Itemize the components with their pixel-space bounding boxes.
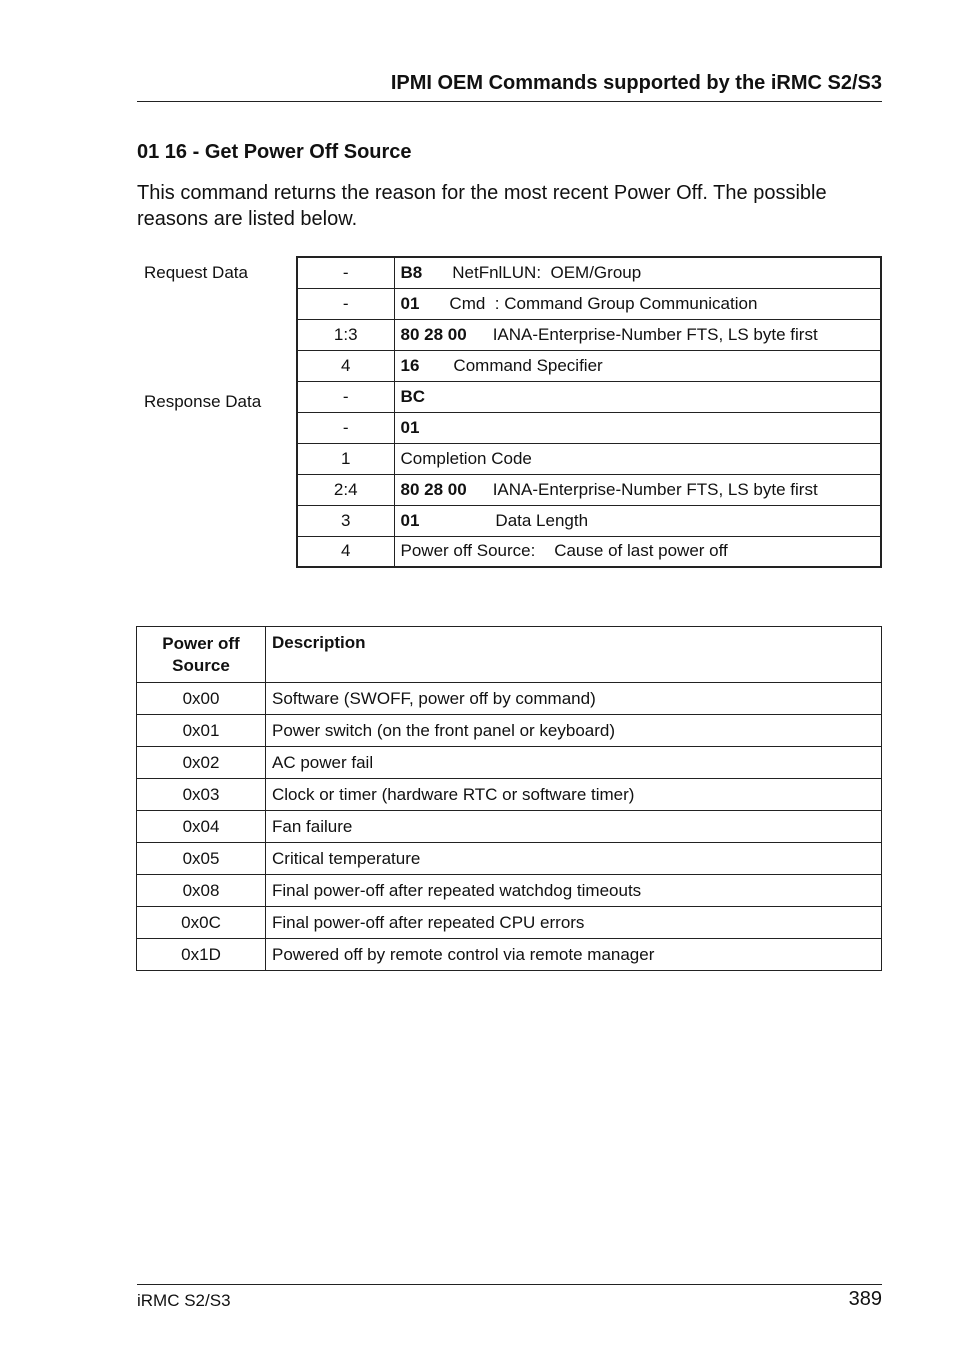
command-row-content (394, 536, 881, 567)
command-description: Completion Code (400, 448, 532, 468)
description-column-header: Description (266, 627, 882, 683)
command-description: IANA-Enterprise-Number FTS, LS byte first (492, 324, 818, 344)
command-row-content (394, 257, 881, 288)
command-description: Command Specifier (453, 355, 603, 375)
reason-row (137, 811, 882, 843)
reason-source-code: 0x04 (137, 811, 266, 843)
command-row-index: 1 (297, 443, 394, 474)
reason-description: Power switch (on the front panel or keyboard) (266, 715, 882, 747)
reason-description: Fan failure (266, 811, 882, 843)
command-row (297, 412, 881, 443)
command-row-content (394, 288, 881, 319)
reason-row (137, 843, 882, 875)
command-row-index: 1:3 (297, 319, 394, 350)
reason-header-row (137, 627, 882, 683)
reason-description: Critical temperature (266, 843, 882, 875)
command-code: 80 28 00 (400, 324, 467, 344)
command-code: B8 (400, 262, 423, 282)
reason-row (137, 907, 882, 939)
reason-description: Powered off by remote control via remote manager (266, 939, 882, 971)
reason-source-code: 0x02 (137, 747, 266, 779)
command-code: 80 28 00 (400, 479, 467, 499)
reason-source-code: 0x0C (137, 907, 266, 939)
reason-row (137, 779, 882, 811)
power-off-source-table (136, 626, 882, 971)
running-head-title: IPMI OEM Commands supported by the iRMC S2/S3 (390, 72, 882, 94)
command-row (297, 257, 881, 288)
command-table (296, 256, 882, 568)
response-data-label: Response Data (144, 392, 262, 411)
command-row-index: 4 (297, 350, 394, 381)
command-row (297, 350, 881, 381)
reason-source-code: 0x03 (137, 779, 266, 811)
source-column-header (137, 627, 266, 683)
command-row (297, 443, 881, 474)
page-number: 389 (848, 1288, 882, 1310)
reason-source-code: 0x05 (137, 843, 266, 875)
reason-source-code: 0x08 (137, 875, 266, 907)
footer-product: iRMC S2/S3 (137, 1291, 231, 1310)
command-row-index: 3 (297, 505, 394, 536)
command-row-content (394, 505, 881, 536)
command-row (297, 474, 881, 505)
command-code: 01 (400, 510, 420, 530)
reason-row (137, 715, 882, 747)
command-row-index: - (297, 381, 394, 412)
command-row-content (394, 443, 881, 474)
command-row-content (394, 474, 881, 505)
reason-description: Clock or timer (hardware RTC or software timer) (266, 779, 882, 811)
command-description: Power off Source: Cause of last power off (400, 541, 728, 561)
reason-row (137, 683, 882, 715)
command-row (297, 381, 881, 412)
command-row-index: 4 (297, 536, 394, 567)
command-row-content (394, 381, 881, 412)
command-code: BC (400, 386, 426, 406)
command-row-content (394, 412, 881, 443)
header-rule (137, 101, 882, 102)
reason-source-code: 0x01 (137, 715, 266, 747)
command-code: 01 (400, 293, 420, 313)
command-description: Data Length (495, 510, 589, 530)
reason-row (137, 875, 882, 907)
command-row (297, 288, 881, 319)
command-description: Cmd : Command Group Communication (449, 293, 758, 313)
command-row-index: - (297, 257, 394, 288)
reason-row (137, 939, 882, 971)
command-description: NetFnlLUN: OEM/Group (452, 262, 642, 282)
section-title: 01 16 - Get Power Off Source (137, 141, 412, 163)
reason-row (137, 747, 882, 779)
reason-source-code: 0x1D (137, 939, 266, 971)
command-code: 01 (400, 417, 420, 437)
reason-description: Software (SWOFF, power off by command) (266, 683, 882, 715)
reason-description: AC power fail (266, 747, 882, 779)
command-code: 16 (400, 355, 420, 375)
intro-paragraph: This command returns the reason for the most recent Power Off. The possible reasons are listed below. (137, 182, 827, 230)
command-row (297, 319, 881, 350)
footer-rule (137, 1284, 882, 1285)
source-header-line2: Source (172, 656, 230, 675)
command-row-index: 2:4 (297, 474, 394, 505)
reason-source-code: 0x00 (137, 683, 266, 715)
command-row-content (394, 319, 881, 350)
source-header-line1: Power off (162, 634, 240, 653)
command-row (297, 536, 881, 567)
command-row-content (394, 350, 881, 381)
command-row-index: - (297, 288, 394, 319)
command-description: IANA-Enterprise-Number FTS, LS byte first (492, 479, 818, 499)
request-data-label: Request Data (144, 263, 248, 282)
command-row (297, 505, 881, 536)
reason-description: Final power-off after repeated CPU errors (266, 907, 882, 939)
command-row-index: - (297, 412, 394, 443)
reason-description: Final power-off after repeated watchdog timeouts (266, 875, 882, 907)
